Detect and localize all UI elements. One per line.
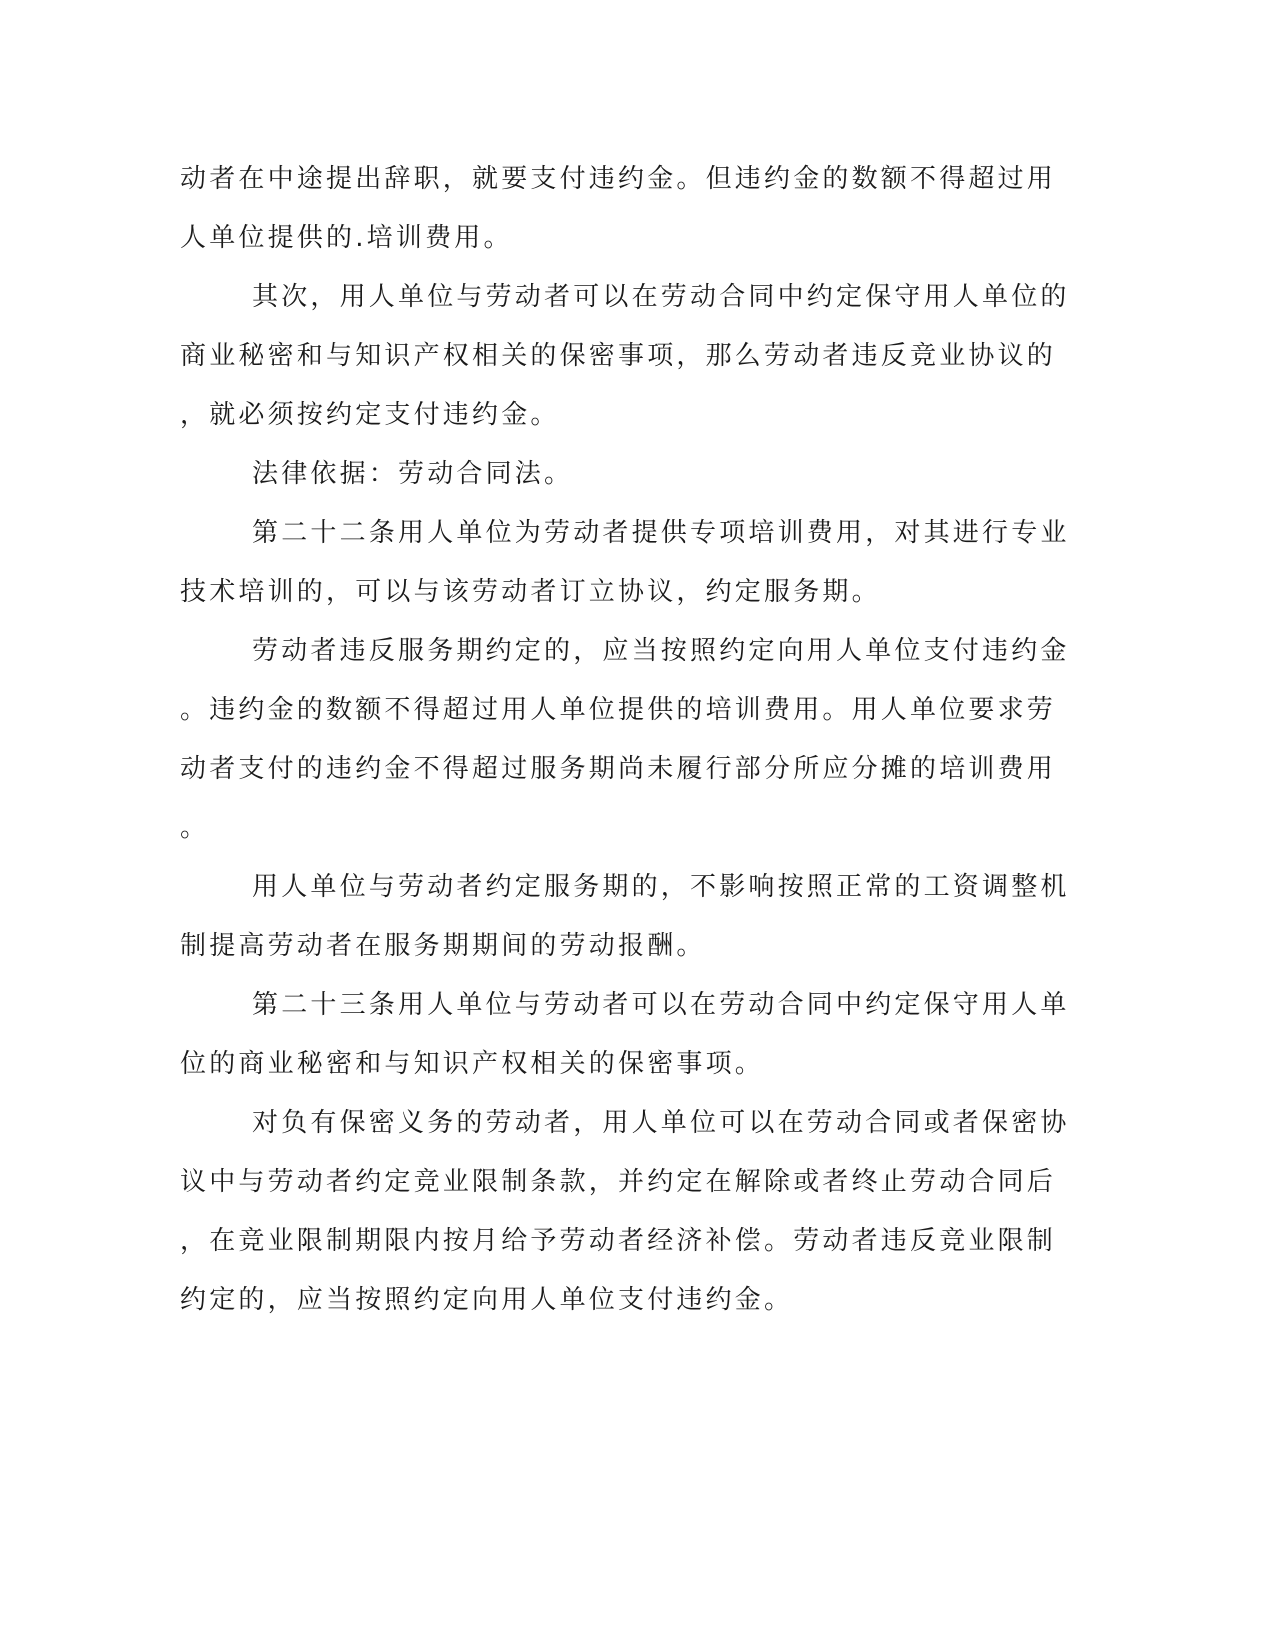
text-line: 第二十三条用人单位与劳动者可以在劳动合同中约定保守用人单 — [252, 990, 1070, 1020]
text-line: 对负有保密义务的劳动者，用人单位可以在劳动合同或者保密协 — [252, 1108, 1070, 1138]
text-line: 。违约金的数额不得超过用人单位提供的培训费用。用人单位要求劳 — [180, 695, 1057, 725]
text-line: 人单位提供的.培训费用。 — [180, 223, 513, 253]
text-line: 技术培训的，可以与该劳动者订立协议，约定服务期。 — [180, 577, 881, 607]
text-line: 其次，用人单位与劳动者可以在劳动合同中约定保守用人单位的 — [252, 282, 1070, 312]
text-line: 商业秘密和与知识产权相关的保密事项，那么劳动者违反竞业协议的 — [180, 341, 1057, 371]
text-line: 用人单位与劳动者约定服务期的，不影响按照正常的工资调整机 — [252, 872, 1070, 902]
text-line: 约定的，应当按照约定向用人单位支付违约金。 — [180, 1285, 794, 1315]
body-text — [180, 150, 1070, 1330]
text-line: 制提高劳动者在服务期期间的劳动报酬。 — [180, 931, 706, 961]
text-line: 动者支付的违约金不得超过服务期尚未履行部分所应分摊的培训费用 — [180, 754, 1057, 784]
text-line: 劳动者违反服务期约定的，应当按照约定向用人单位支付违约金 — [252, 636, 1070, 666]
text-line: 。 — [180, 813, 210, 843]
text-line: 第二十二条用人单位为劳动者提供专项培训费用，对其进行专业 — [252, 518, 1070, 548]
text-line: ，就必须按约定支付违约金。 — [180, 400, 560, 430]
text-line: 法律依据：劳动合同法。 — [252, 459, 574, 489]
text-line: ，在竞业限制期限内按月给予劳动者经济补偿。劳动者违反竞业限制 — [180, 1226, 1057, 1256]
text-line: 动者在中途提出辞职，就要支付违约金。但违约金的数额不得超过用 — [180, 164, 1057, 194]
text-line: 议中与劳动者约定竞业限制条款，并约定在解除或者终止劳动合同后 — [180, 1167, 1057, 1197]
text-line: 位的商业秘密和与知识产权相关的保密事项。 — [180, 1049, 765, 1079]
